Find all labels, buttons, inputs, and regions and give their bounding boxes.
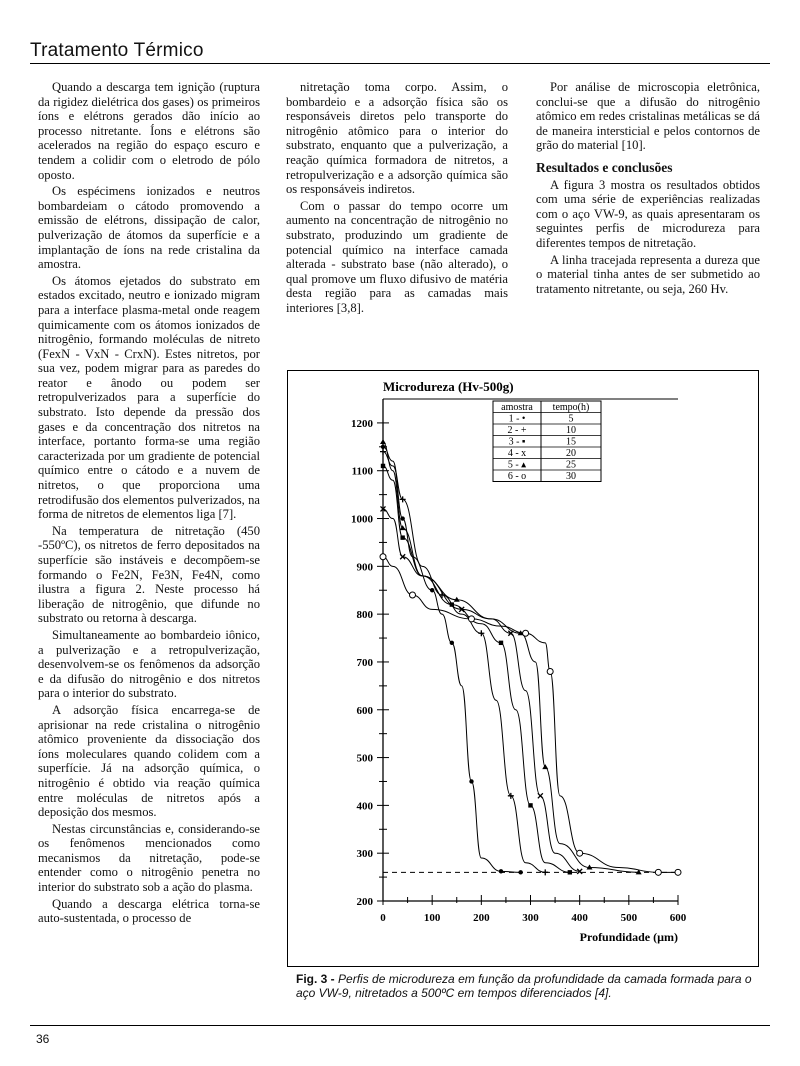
- x-tick-label: 300: [522, 912, 539, 924]
- x-axis-label: Profundidade (µm): [579, 930, 678, 944]
- legend-time: 20: [566, 448, 576, 459]
- paragraph: Os espécimens ionizados e neutros bombardeiam o cátodo promovendo a emissão de elétrons, dissipação de calor, pulverização de átomos da superfície e a implantação de íons na rede cristalina da amostra.: [38, 184, 260, 272]
- series-line: [383, 442, 639, 872]
- figure-caption: [296, 972, 756, 1000]
- circle-marker: [469, 616, 475, 622]
- x-tick-label: 0: [380, 912, 386, 924]
- text-column-2: [286, 80, 508, 318]
- x-tick-label: 600: [669, 912, 687, 924]
- page-number: 36: [36, 1032, 50, 1046]
- legend-sample: 2 - +: [507, 425, 527, 436]
- circle-marker: [675, 869, 681, 875]
- dot-marker: [430, 588, 434, 592]
- dot-marker: [499, 869, 503, 873]
- square-marker: [528, 803, 532, 807]
- y-tick-label: 200: [356, 896, 373, 908]
- paragraph: Simultaneamente ao bombardeio iônico, a pulverização e a retropulverização, desenvolvem-se os fenômenos da adsorção e da difusão do nitrogênio e dos nitretos para o interior do substrato.: [38, 627, 260, 701]
- legend-time: 30: [566, 471, 576, 482]
- series-line: [383, 466, 570, 872]
- figure-box: [287, 370, 759, 967]
- y-tick-label: 700: [356, 656, 373, 669]
- legend-sample: 6 - o: [507, 471, 527, 482]
- circle-marker: [547, 669, 553, 675]
- legend-sample: 1 - •: [508, 413, 526, 425]
- paragraph: Por análise de microscopia eletrônica, conclui-se que a difusão do nitrogênio atômico em redes cristalinas metálicas se dá de maneira intersticial e pelos contornos de grão do material [10].: [536, 80, 760, 153]
- legend-time: 10: [566, 425, 576, 436]
- y-tick-label: 1100: [351, 465, 373, 478]
- dot-marker: [518, 870, 522, 874]
- circle-marker: [410, 592, 416, 598]
- legend-time: 5: [568, 413, 574, 425]
- text-column-3: [536, 80, 760, 298]
- series-line: [383, 452, 545, 873]
- paragraph: Na temperatura de nitretação (450 -550ºC), os nitretos de ferro depositados na superfície são instáveis e decompõem-se formando o Fe2N, Fe3N, Fe4N, como ilustra a figura 2. Neste processo há liberação de nitrogênio, que difunde no substrato ou retorna à descarga.: [38, 523, 260, 626]
- y-tick-label: 400: [356, 800, 373, 813]
- hardness-chart: [288, 371, 758, 966]
- legend-header-time: tempo(h): [552, 402, 590, 413]
- square-marker: [381, 464, 385, 468]
- series-line: [383, 447, 521, 873]
- chart-title: Microdureza (Hv-500g): [383, 379, 514, 394]
- circle-marker: [523, 630, 529, 636]
- paragraph: Os átomos ejetados do substrato em estados excitado, neutro e ionizado migram para a interface plasma-metal onde reagem quimicamente com os átomos ionizados de nitrogênio, formando moléculas de nitreto (FexN - VxN - CrxN). Estes nitretos, por sua vez, podem migrar para as paredes do reator e ânodo ou podem ser retropulverizados para a superfície do substrato. Isto depende da pressão dos gases e da concentração dos nitretos na interface, portanto forma-se uma região caracterizada por um gradiente de potencial químico entre o cátodo e a nuvem de nitretos, o que proporciona uma retrodifusão dos elementos pulverizados, na forma de nitretos de elementos liga [7].: [38, 273, 260, 522]
- x-tick-label: 200: [473, 912, 490, 924]
- legend-time: 25: [566, 459, 576, 471]
- text-column-1: [38, 80, 260, 928]
- paragraph: Quando a descarga tem ignição (ruptura da rigidez dielétrica dos gases) os primeiros íons e elétrons gerados dão início ao processo nitretante. Íons e elétrons são acelerados na região do espaço escuro e tendem a colidir com o eletrodo de pólo oposto.: [38, 80, 260, 182]
- legend-sample: 3 - ▪: [508, 436, 526, 448]
- legend-time: 15: [566, 436, 576, 448]
- paragraph: Quando a descarga elétrica torna-se auto-sustentada, o processo de: [38, 896, 260, 926]
- dot-marker: [469, 779, 473, 783]
- y-tick-label: 300: [356, 848, 373, 861]
- square-marker: [568, 870, 572, 874]
- legend-sample: 4 - x: [507, 448, 527, 459]
- section-heading: Resultados e conclusões: [536, 159, 673, 175]
- y-tick-label: 1000: [351, 513, 373, 526]
- figure-caption-label: Fig. 3 -: [296, 972, 335, 986]
- paragraph: A linha tracejada representa a dureza que o material tinha antes de ser submetido ao tratamento nitretante, ou seja, 260 Hv.: [536, 252, 760, 296]
- y-tick-label: 800: [356, 609, 373, 622]
- triangle-marker: [380, 439, 386, 444]
- legend-sample: 5 - ▴: [507, 459, 527, 471]
- paragraph: Com o passar do tempo ocorre um aumento na concentração de nitrogênio no substrato, produzindo um gradiente de potencial químico na interface camada alterada - substrato base (não alterado), o qual promove um fluxo difusivo de matéria desta região para as camadas mais interiores [3,8].: [286, 198, 508, 315]
- x-tick-label: 500: [620, 912, 638, 924]
- series-line: [383, 509, 580, 871]
- y-tick-label: 600: [356, 704, 373, 717]
- header-rule: [30, 63, 770, 64]
- paragraph: Nestas circunstâncias e, considerando-se os fenômenos mencionados como mecanismos da nitretação, pode-se entender como o nitrogênio penetra no interior do substrato sob a ação do plasma.: [38, 821, 260, 895]
- x-marker: [538, 793, 543, 798]
- circle-marker: [655, 869, 661, 875]
- dot-marker: [381, 445, 385, 449]
- legend-header-sample: amostra: [501, 402, 533, 413]
- y-tick-label: 500: [356, 752, 373, 765]
- y-tick-label: 900: [356, 561, 373, 574]
- triangle-marker: [400, 525, 406, 530]
- figure-caption-text: Perfis de microdureza em função da profundidade da camada formada para o aço VW-9, nitretados a 500ºC em tempos diferenciados [4].: [296, 972, 752, 1000]
- circle-marker: [577, 850, 583, 856]
- plus-marker: [542, 869, 548, 875]
- square-marker: [400, 535, 404, 539]
- running-header: Tratamento Térmico: [30, 40, 204, 61]
- square-marker: [499, 641, 503, 645]
- circle-marker: [380, 554, 386, 560]
- y-tick-label: 1200: [351, 417, 373, 430]
- x-tick-label: 100: [423, 912, 441, 924]
- footer-rule: [30, 1025, 770, 1026]
- triangle-marker: [542, 764, 548, 769]
- dot-marker: [400, 516, 404, 520]
- paragraph: nitretação toma corpo. Assim, o bombardeio e a adsorção física são os responsáveis diretos pelo transporte do nitrogênio atômico para o interior do substrato, enquanto que a pulverização, a reação química formadora de nitretos, a retropulverização e a adsorção química são os responsáveis indiretos.: [286, 80, 508, 197]
- x-tick-label: 400: [571, 912, 588, 924]
- paragraph: A figura 3 mostra os resultados obtidos com uma série de experiências realizadas com o aço VW-9, as quais apresentaram os seguintes perfis de microdureza para diferentes tempos de nitretação.: [536, 177, 760, 250]
- paragraph: A adsorção física encarrega-se de aprisionar na rede cristalina o nitrogênio atômico proveniente da dissociação dos íons moleculares quando colidem com a superfície. Já na adsorção química, o nitrogênio é obtido via reação química entre moléculas de nitretos após a deposição dos mesmos.: [38, 702, 260, 820]
- dot-marker: [450, 641, 454, 645]
